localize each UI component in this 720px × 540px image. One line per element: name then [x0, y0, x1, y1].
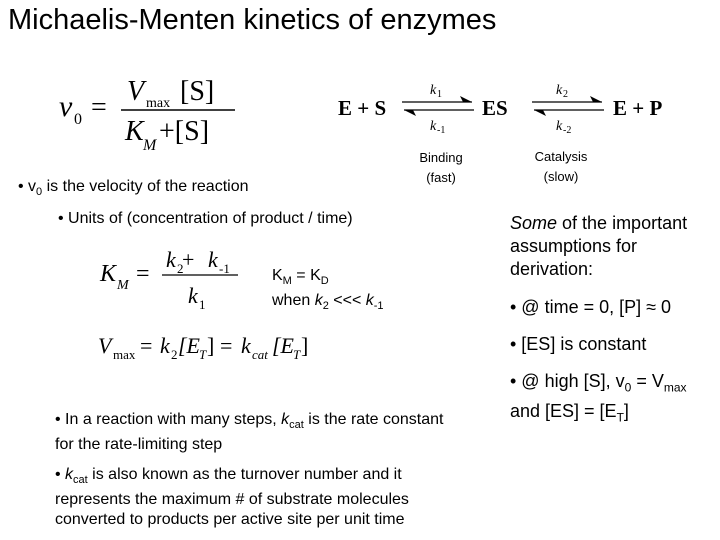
binding-label: Binding — [419, 150, 463, 165]
vmax-eq-equals: = — [140, 333, 153, 358]
km-eq-den-k: k — [188, 283, 198, 308]
vmax-eq-equals-2: = — [220, 333, 233, 358]
km-eq-num-k2-sub: 2 — [177, 261, 184, 276]
km-eq-k: K — [100, 261, 117, 287]
michaelis-menten-equation — [55, 70, 245, 155]
km-approx-km1: k — [365, 292, 374, 310]
reaction-scheme — [330, 74, 675, 138]
eq-plus-s: +[S] — [159, 116, 210, 147]
vmax-eq-et1: [E — [178, 333, 200, 358]
k2-label: k — [556, 83, 563, 98]
vmax-eq-et1-close: ] — [207, 333, 215, 358]
km-eq-num-k-sub: -1 — [219, 261, 230, 276]
km-approx-lt: <<< — [328, 292, 366, 310]
bullet-rate-limiting — [55, 410, 443, 455]
assumptions-heading-rest2: assumptions for — [510, 236, 638, 256]
forward-arrow-2-head — [590, 96, 602, 102]
vmax-eq-et2: [E — [272, 333, 294, 358]
assumption-3-sub3: T — [616, 410, 624, 425]
assumptions-heading-rest3: derivation: — [510, 259, 594, 279]
vmax-equation — [96, 326, 336, 366]
vmax-eq-v: V — [98, 333, 112, 358]
rate-limiting-a: • In a reaction with many steps, — [55, 411, 282, 428]
binding-caption — [410, 148, 472, 188]
km-approx-k-sub: M — [282, 275, 292, 288]
assumption-3-b: = V — [631, 371, 664, 391]
binding-speed: (fast) — [426, 170, 456, 185]
km-approx-d-sub: D — [320, 275, 329, 288]
turnover-k-sub: cat — [73, 474, 88, 487]
assumptions-heading — [510, 212, 687, 281]
turnover-a: • — [55, 466, 66, 483]
assumptions-heading-rest1: of the important — [557, 213, 688, 233]
eq-vmax-sub: max — [146, 96, 171, 111]
km-approximation — [272, 266, 384, 316]
bullet-v0-prefix: • v — [18, 178, 37, 195]
vmax-eq-et2-sub: T — [293, 347, 301, 362]
km-eq-k-sub: M — [117, 278, 129, 293]
k1-label: k — [430, 83, 437, 98]
vmax-eq-kcat-sub: cat — [252, 347, 268, 362]
km-eq-num-plus: + — [182, 247, 195, 272]
assumption-item-1: • @ time = 0, [P] ≈ 0 — [510, 297, 672, 317]
eq-km-sub: M — [143, 137, 157, 154]
bullet-v0-sub: 0 — [36, 186, 43, 199]
turnover-c: represents the maximum # of substrate molecules — [55, 491, 409, 509]
vmax-eq-v-sub: max — [113, 347, 136, 362]
page-title: Michaelis-Menten kinetics of enzymes — [8, 4, 497, 36]
reverse-arrow-2-head — [534, 110, 546, 116]
rate-limiting-k-sub: cat — [289, 419, 304, 432]
rate-limiting-c: for the rate-limiting step — [55, 436, 223, 454]
vmax-eq-et1-sub: T — [199, 347, 207, 362]
km-approx-k2: k — [314, 292, 323, 310]
eq-vmax: V — [127, 76, 145, 107]
k2-sub: 2 — [563, 89, 568, 100]
turnover-k: k — [65, 466, 74, 483]
vmax-eq-k2-sub: 2 — [171, 347, 178, 362]
km-eq-equals: = — [136, 261, 150, 287]
km-eq-num-k: k — [208, 247, 218, 272]
k1-sub: 1 — [437, 89, 442, 100]
bullet-turnover — [55, 465, 409, 530]
km-approx-eq: = K — [291, 267, 321, 284]
vmax-eq-et2-close: ] — [301, 333, 309, 358]
km-eq-den-k-sub: 1 — [199, 297, 206, 312]
turnover-b: is also known as the turnover number and it — [87, 466, 402, 483]
vmax-eq-kcat: k — [241, 333, 251, 358]
scheme-es: ES — [482, 96, 508, 120]
rate-limiting-b: is the rate constant — [303, 411, 444, 428]
km2-label: k — [556, 119, 563, 134]
assumption-3-a: • @ high [S], v — [510, 371, 625, 391]
bullet-units: • Units of (concentration of product / time) — [58, 210, 353, 227]
km2-sub: -2 — [563, 125, 572, 136]
vmax-eq-k2: k — [160, 333, 170, 358]
km-approx-km1-sub: -1 — [373, 300, 384, 313]
km-eq-num-k2: k — [166, 247, 176, 272]
reverse-arrow-1-head — [404, 110, 416, 116]
forward-arrow-1-head — [460, 96, 472, 102]
scheme-e-plus-s: E + S — [338, 96, 387, 120]
eq-v: v — [59, 90, 73, 123]
assumptions-heading-italic: Some — [510, 213, 558, 233]
turnover-d: converted to products per active site per unit time — [55, 511, 405, 529]
km1-label: k — [430, 119, 437, 134]
eq-km: K — [125, 116, 144, 147]
rate-limiting-k: k — [281, 411, 290, 428]
km-approx-when: when — [272, 292, 315, 310]
catalysis-caption — [526, 147, 596, 187]
eq-v-sub: 0 — [74, 111, 82, 128]
km1-sub: -1 — [437, 125, 446, 136]
km-equation — [96, 243, 248, 313]
assumption-3-c: and [ES] = [E — [510, 400, 617, 421]
assumption-3-sub2: max — [663, 380, 687, 395]
eq-equals: = — [91, 92, 107, 123]
assumption-3-sub: 0 — [624, 380, 632, 395]
bullet-v0 — [18, 178, 249, 198]
scheme-e-plus-p: E + P — [613, 96, 663, 120]
eq-s-num: [S] — [180, 76, 215, 107]
km-approx-k: K — [272, 267, 283, 284]
catalysis-label: Catalysis — [534, 149, 588, 164]
catalysis-speed: (slow) — [543, 169, 579, 184]
assumption-3-d: ] — [623, 400, 629, 421]
assumption-item-3 — [510, 370, 687, 429]
km-approx-k2-sub: 2 — [322, 300, 329, 313]
assumption-item-2: • [ES] is constant — [510, 334, 647, 354]
bullet-v0-rest: is the velocity of the reaction — [42, 178, 249, 195]
